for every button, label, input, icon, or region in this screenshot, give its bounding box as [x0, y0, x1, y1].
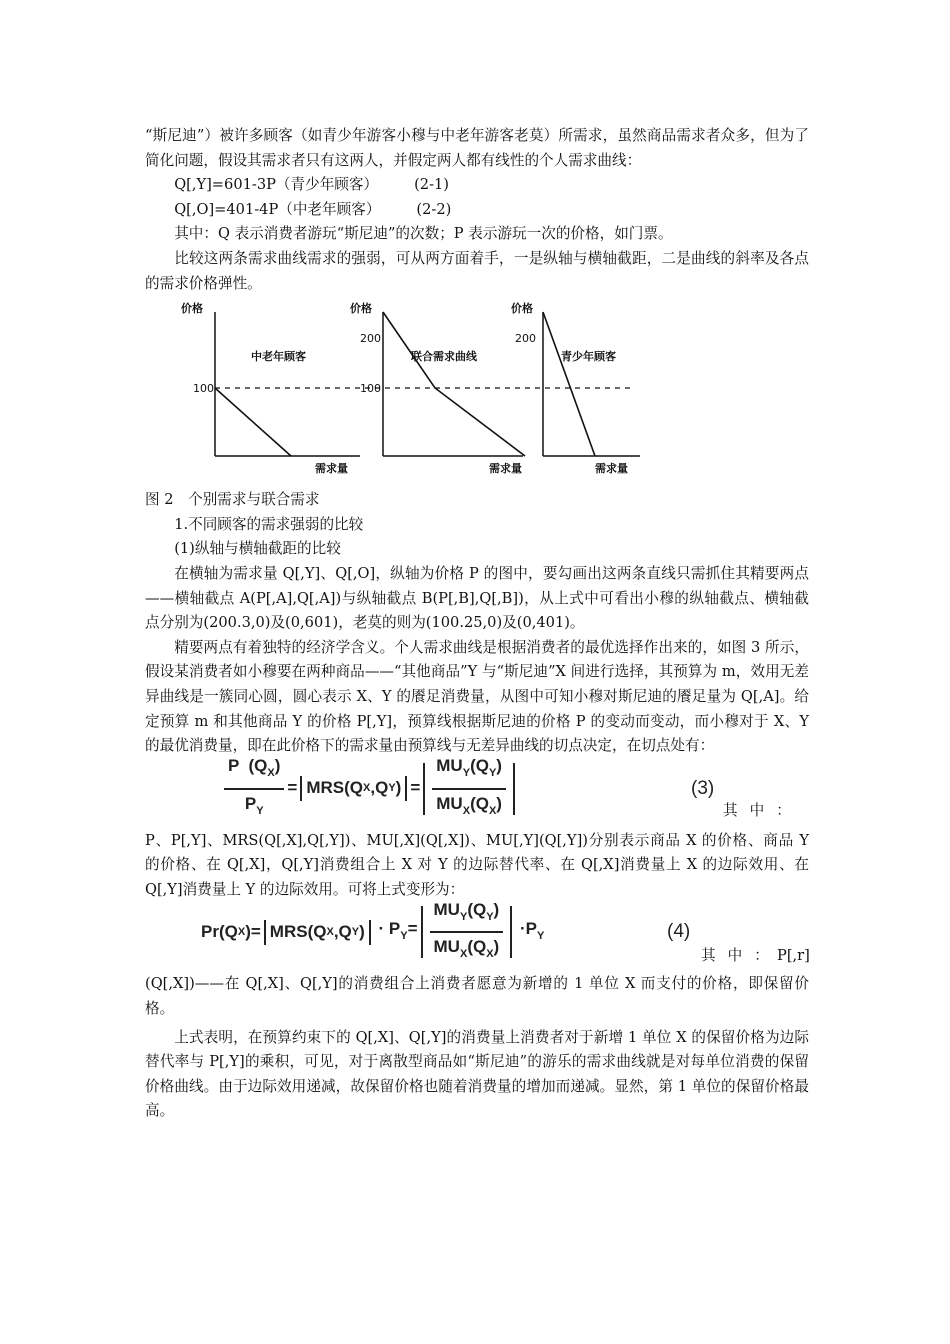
panel-title: 青少年顾客 [561, 350, 616, 364]
formula-3: $\frac{P (Q_X)}{P_Y}$ = MRS(Q X ,Q Y ) = $\frac{MU_Y(Q_Y)}{MU_X(Q_X)}$ (3) 其中： [145, 759, 809, 829]
formula-4: Pr(Q X ) = MRS(Q X ,Q Y ) · $P_Y=$ $\frac{MU_Y(Q_Y)}{MU_X(Q_X)}$ $\cdot P_Y$ (4) 其中： P[,r] [145, 902, 809, 972]
paragraph-symbols: P、P[,Y]、MRS(Q[,X],Q[,Y])、MU[,X](Q[,X])、MU[,Y](Q[,Y])分别表示商品 X 的价格、商品 Y 的价格、在 Q[,X]，Q[,Y]消费组合上 X 对 Y 的边际替代率、在 Q[,X]消费量上 X 的边际效用、在 Q[,Y]消费量上 Y 的边际效用。可将上式变形为： [145, 831, 809, 898]
y-axis-label: 价格 [350, 302, 372, 316]
paragraph-conclusion: 上式表明，在预算约束下的 Q[,X]、Q[,Y]的消费量上消费者对于新增 1 单位 X 的保留价格为边际替代率与 P[,Y]的乘积，可见，对于离散型商品如“斯尼迪”的游乐的需求曲线就是对每单位消费的保留价格曲线。由于边际效用递减，故保留价格也随着消费量的增加而递减。显然，第 1 单位的保留价格最高。 [145, 1028, 809, 1120]
panel-title: 中老年顾客 [251, 350, 306, 364]
equation-tag: (2-2) [416, 200, 452, 218]
equation-number: (4) [667, 921, 691, 943]
figure-caption: 图 2 个别需求与联合需求 [145, 491, 320, 509]
abs-mrs: MRS(Q X ,Q Y ) [300, 776, 407, 801]
y-axis-label: 价格 [511, 302, 533, 316]
abs-mrs: MRS(Q X ,Q Y ) [264, 920, 371, 945]
subsection-heading: (1)纵轴与横轴截距的比较 [174, 540, 341, 558]
x-axis-label: 需求量 [315, 462, 348, 476]
tick-label: 200 [360, 332, 381, 346]
paragraph-intercepts: 在横轴为需求量 Q[,Y]、Q[,O]，纵轴为价格 P 的图中，要勾画出这两条直线只需抓住其精要两点——横轴截点 A(P[,A],Q[,A])与纵轴截点 B(P[,B],Q[,B])，从上式中可看出小穆的纵轴截点、横轴截点分别为(200.3,0)及(0,601)，老莫的则为(100.25,0)及(0,401)。 [145, 564, 809, 632]
paragraph-intro: “斯尼迪”）被许多顾客（如青少年游客小穆与中老年游客老莫）所需求，虽然商品需求者众多，但为了简化问题，假设其需求者只有这两人，并假定两人都有线性的个人需求曲线： [145, 127, 809, 169]
tick-label: 100 [193, 382, 214, 396]
panel-middle-aged [181, 301, 360, 475]
tick-label: 200 [515, 332, 536, 346]
equation-number: (3) [691, 777, 715, 799]
equation-2-2 [145, 198, 809, 223]
x-axis-label: 需求量 [489, 462, 522, 476]
abs-mu-ratio: $\frac{MU_Y(Q_Y)}{MU_X(Q_X)}$ [421, 906, 513, 958]
equation-tag: (2-1) [414, 176, 449, 194]
tick-label: 100 [360, 382, 381, 396]
trailing-symbol: P[,r] [777, 947, 810, 965]
trailing-text: 其中： [723, 801, 803, 819]
paragraph-definition: 其中：Q 表示消费者游玩“斯尼迪”的次数；P 表示游玩一次的价格，如门票。 [174, 225, 673, 243]
equation-2-1 [145, 173, 809, 198]
trailing-text: 其中： [701, 947, 781, 965]
abs-mu-ratio: $\frac{MU_Y(Q_Y)}{MU_X(Q_X)}$ [423, 763, 515, 815]
figure-2-demand-curves [175, 298, 645, 486]
panel-title: 联合需求曲线 [411, 350, 477, 364]
document-body [145, 124, 809, 1124]
section-heading: 1.不同顾客的需求强弱的比较 [174, 515, 364, 533]
equation-text: Q[,Y]=601-3P（青少年顾客） [174, 176, 379, 194]
fraction-price-ratio: $\frac{P (Q_X)}{P_Y}$ [224, 754, 284, 823]
y-axis-label: 价格 [181, 302, 203, 316]
paragraph-meaning: 精要两点有着独特的经济学含义。个人需求曲线是根据消费者的最优选择作出来的，如图 3 所示，假设某消费者如小穆要在两种商品——“其他商品”Y 与“斯尼迪”X 间进行选择，其预算为 m，效用无差异曲线是一簇同心圆，圆心表示 X、Y 的餍足消费量，从图中可知小穆对斯尼迪的餍足量为 Q[,A]。给定预算 m 和其他商品 Y 的价格 P[,Y]，预算线根据斯尼迪的价格 P 的变动而变动，而小穆对于 X、Y 的最优消费量，即在此价格下的需求量由预算线与无差异曲线的切点决定，在切点处有： [145, 638, 809, 755]
paragraph-reservation-price: (Q[,X])——在 Q[,X]、Q[,Y]的消费组合上消费者愿意为新增的 1 单位 X 而支付的价格，即保留价格。 [145, 975, 809, 1018]
equation-text: Q[,O]=401-4P（中老年顾客） [174, 200, 381, 218]
paragraph-compare: 比较这两条需求曲线需求的强弱，可从两方面着手，一是纵轴与横轴截距，二是曲线的斜率及各点的需求价格弹性。 [145, 249, 809, 292]
x-axis-label: 需求量 [595, 462, 628, 476]
